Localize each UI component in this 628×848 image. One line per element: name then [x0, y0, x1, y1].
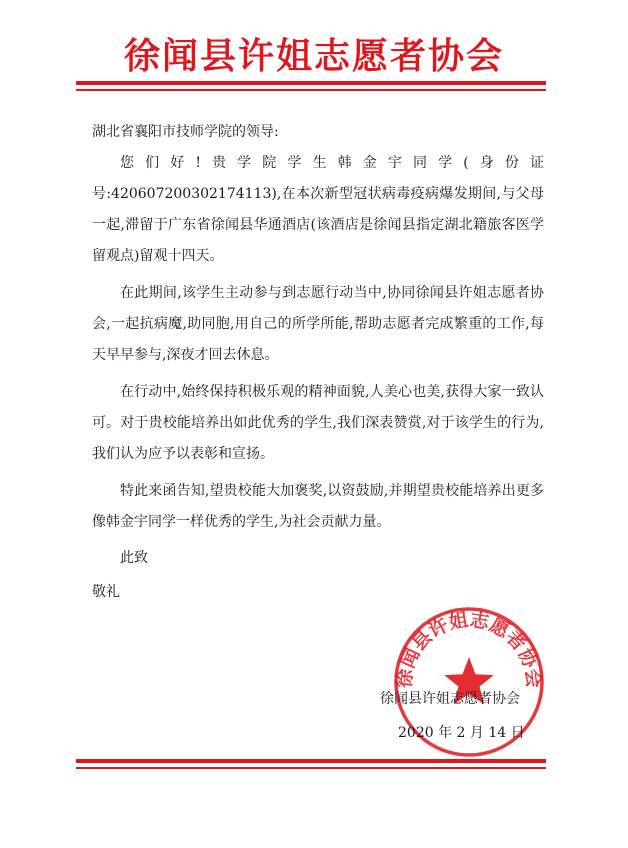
- paragraph-2: 在此期间,该学生主动参与到志愿行动当中,协同徐闻县许姐志愿者协会,一起抗病魔,助同胞,用自己的所学所能,帮助志愿者完成繁重的工作,每天早早参与,深夜才回去休息。: [92, 285, 544, 363]
- salutation: 湖北省襄阳市技师学院的领导:: [92, 124, 279, 140]
- seal-text: 徐闻县许姐志愿者协会: [393, 608, 545, 689]
- letter-body: [92, 118, 544, 606]
- signature-date: 2020 年 2 月 14 日: [398, 725, 525, 741]
- document-title: 徐闻县许姐志愿者协会: [123, 36, 504, 77]
- signature-org: 徐闻县许姐志愿者协会: [380, 691, 520, 707]
- paragraph-3: 在行动中,始终保持积极乐观的精神面貌,人美心也美,获得大家一致认可。对于贵校能培养出如此优秀的学生,我们深表赞赏,对于该学生的行为,我们认为应予以表彰和宣扬。: [92, 384, 544, 462]
- bottom-rule-thick: [76, 759, 546, 763]
- top-rule-thin: [76, 89, 546, 91]
- bottom-rule-thin: [76, 767, 546, 769]
- paragraph-1: 您们好!贵学院学生韩金宇同学(身份证号:420607200302174113),在本次新型冠状病毒疫病爆发期间,与父母一起,滞留于广东省徐闻县华通酒店(该酒店是徐闻县指定湖北籍旅客医学留观点)留观十四天。: [92, 155, 544, 264]
- paragraph-4: 特此来函告知,望贵校能大加褒奖,以资鼓励,并期望贵校能培养出更多像韩金宇同学一样优秀的学生,为社会贡献力量。: [92, 483, 544, 530]
- closing-cizhi: 此致: [120, 550, 148, 566]
- closing-jingli: 敬礼: [92, 584, 120, 600]
- top-rule-thick: [76, 81, 546, 85]
